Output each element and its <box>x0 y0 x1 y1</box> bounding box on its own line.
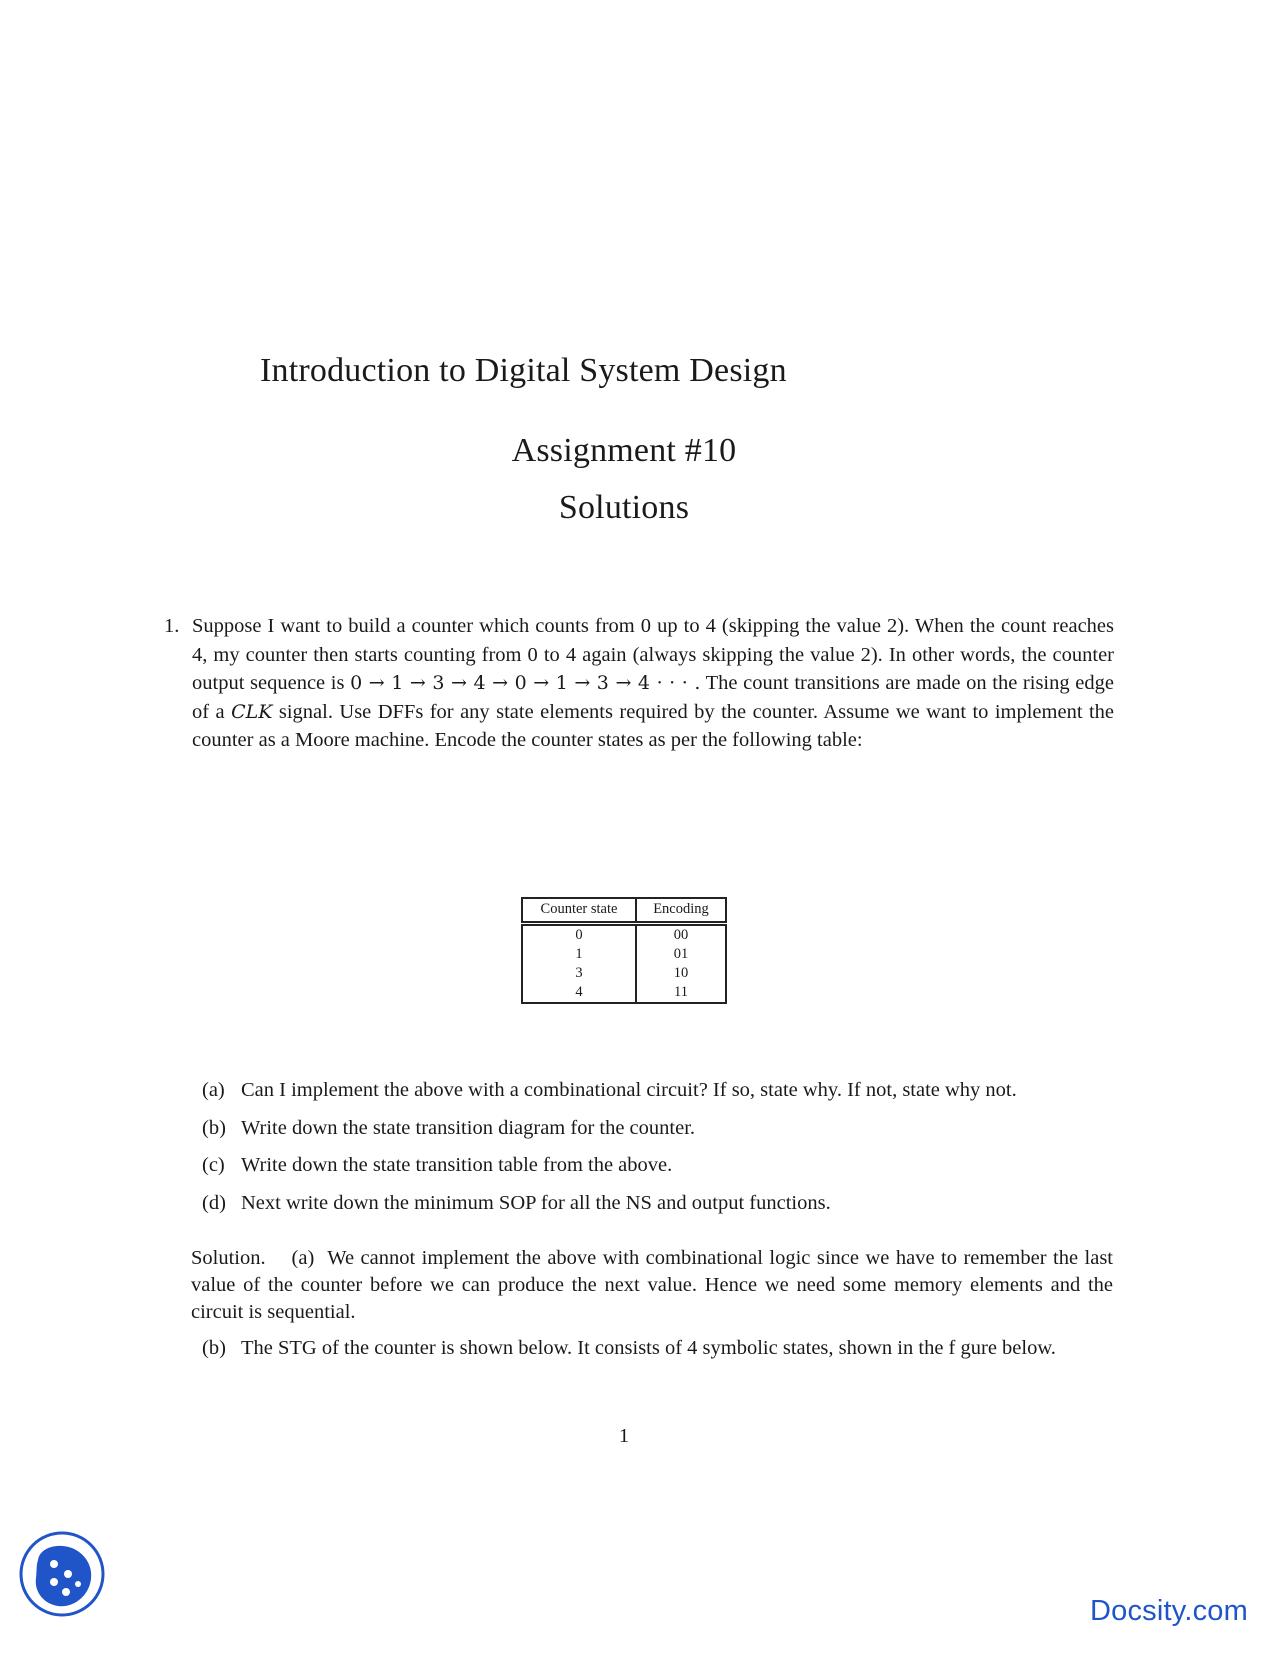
table-cell-state: 1 <box>522 945 636 964</box>
solution-section <box>191 1245 1113 1362</box>
table-cell-encoding: 01 <box>636 945 726 964</box>
solution-text-b: The STG of the counter is shown below. It consists of 4 symbolic states, shown in the f gure below. <box>241 1337 1056 1359</box>
table-cell-state: 3 <box>522 964 636 983</box>
document-subtitle: Solutions <box>558 489 690 526</box>
table-cell-encoding: 11 <box>636 983 726 1003</box>
question-text: Write down the state transition diagram for the counter. <box>241 1116 696 1139</box>
question-text: Write down the state transition table from the above. <box>241 1154 673 1176</box>
question-label: (b) <box>202 1116 226 1139</box>
document-title: Introduction to Digital System Design <box>260 352 787 389</box>
question-label: (c) <box>202 1154 225 1176</box>
table-cell-encoding: 00 <box>636 924 726 946</box>
counter-sequence: 0 → 1 → 3 → 4 → 0 → 1 → 3 → 4 · · · . <box>350 672 701 694</box>
question-a <box>202 1072 1122 1110</box>
docsity-logo-icon[interactable] <box>18 1530 106 1618</box>
table-cell-state: 4 <box>522 983 636 1003</box>
solution-label-b: (b) <box>202 1337 226 1359</box>
problem-1 <box>164 612 1114 755</box>
problem-text-part2: The count transitions are made on the rising edge of a <box>192 672 1114 723</box>
question-text: Next write down the minimum SOP for all the NS and output functions. <box>241 1191 831 1214</box>
assignment-number: Assignment #10 <box>511 432 737 469</box>
question-b <box>202 1110 1122 1148</box>
question-label: (d) <box>202 1191 226 1214</box>
solution-heading: Solution. <box>191 1247 266 1269</box>
table-row <box>522 924 726 946</box>
problem-number: 1. <box>164 615 180 637</box>
table-row <box>522 964 726 983</box>
docsity-brand-link[interactable]: Docsity.com <box>1090 1595 1248 1627</box>
table-header-row <box>522 898 726 924</box>
solution-text-a: We cannot implement the above with combinational logic since we have to remember the last value of the counter before we can produce the next value. Hence we need some memory elements and the circuit is sequential. <box>191 1247 1113 1323</box>
question-list <box>202 1072 1122 1222</box>
question-label: (a) <box>202 1079 225 1101</box>
table-row <box>522 945 726 964</box>
table-cell-encoding: 10 <box>636 964 726 983</box>
problem-text-part1: Suppose I want to build a counter which counts from 0 up to 4 (skipping the value 2). When the count reaches 4, my counter then starts counting from 0 to 4 again (always skipping the value 2). In other words, the counter output sequence is <box>192 615 1114 694</box>
problem-statement <box>192 612 1114 755</box>
table-header-encoding: Encoding <box>636 898 726 924</box>
page-number: 1 <box>618 1425 630 1447</box>
question-c <box>202 1147 1122 1185</box>
state-encoding-table <box>521 897 727 1004</box>
solution-part-b <box>191 1335 1113 1362</box>
table-cell-state: 0 <box>522 924 636 946</box>
table-row <box>522 983 726 1003</box>
clk-signal: CLK <box>231 700 273 723</box>
table-header-counter-state: Counter state <box>522 898 636 924</box>
question-d <box>202 1185 1122 1223</box>
question-text: Can I implement the above with a combinational circuit? If so, state why. If not, state why not. <box>241 1079 1017 1101</box>
solution-part-a <box>191 1245 1113 1326</box>
problem-text-part3: signal. Use DFFs for any state elements required by the counter. Assume we want to implement the counter as a Moore machine. Encode the counter states as per the following table: <box>192 700 1114 751</box>
solution-label-a: (a) <box>291 1247 315 1269</box>
